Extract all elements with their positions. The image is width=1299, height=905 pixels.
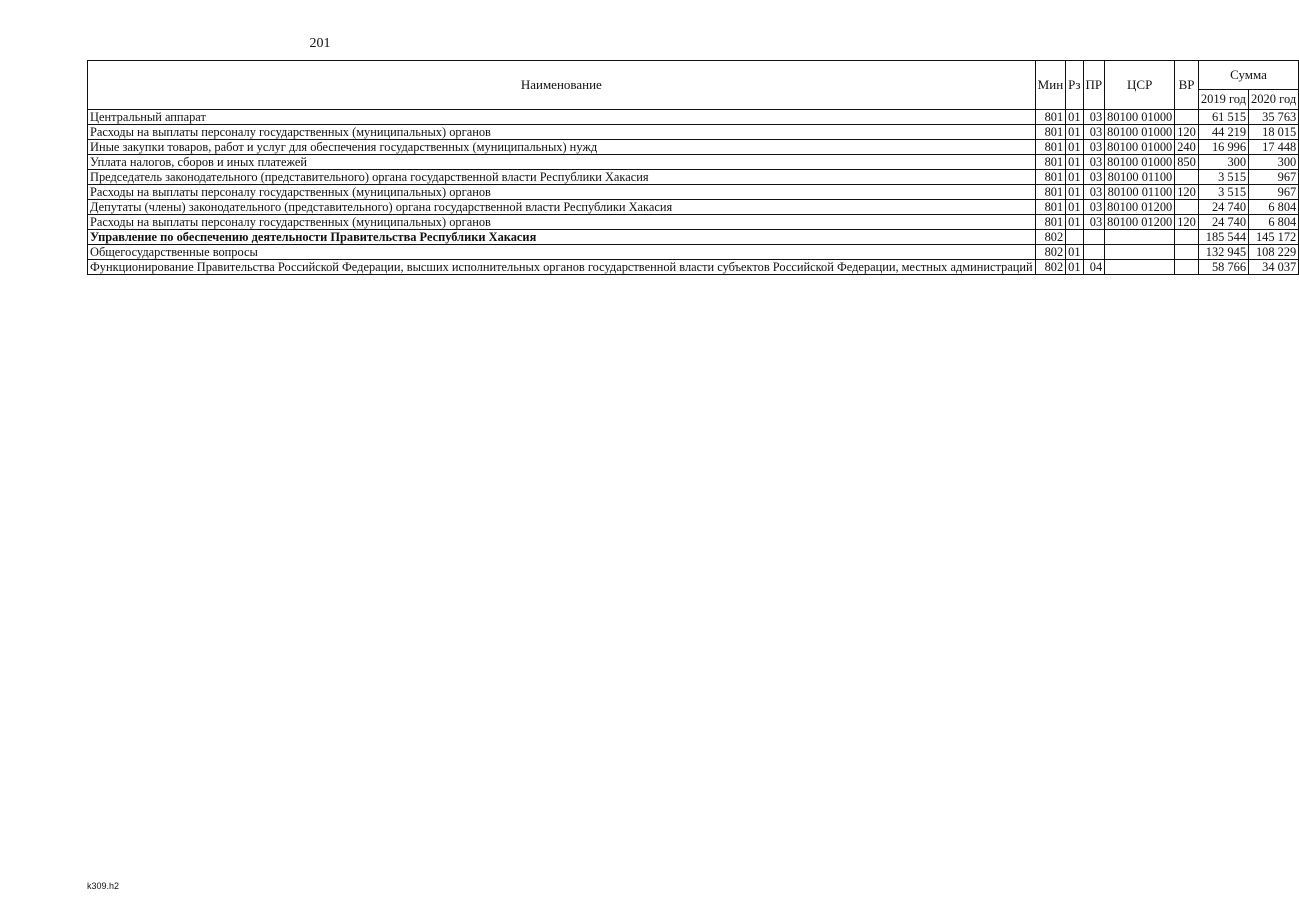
row-value-2020: 6 804 bbox=[1249, 215, 1299, 230]
row-value-2020: 6 804 bbox=[1249, 200, 1299, 215]
row-value-2019: 24 740 bbox=[1198, 200, 1248, 215]
row-min: 801 bbox=[1035, 200, 1065, 215]
row-csr: 80100 01100 bbox=[1105, 170, 1175, 185]
row-csr: 80100 01200 bbox=[1105, 215, 1175, 230]
header-vr: ВР bbox=[1175, 61, 1199, 110]
row-value-2019: 185 544 bbox=[1198, 230, 1248, 245]
row-vr bbox=[1175, 260, 1199, 275]
table-row bbox=[88, 155, 1299, 170]
row-vr bbox=[1175, 200, 1199, 215]
row-vr bbox=[1175, 170, 1199, 185]
row-pr: 04 bbox=[1083, 260, 1105, 275]
row-value-2020: 35 763 bbox=[1249, 110, 1299, 125]
row-vr bbox=[1175, 110, 1199, 125]
row-rz: 01 bbox=[1066, 215, 1083, 230]
budget-table bbox=[87, 60, 1299, 275]
page-number: 201 bbox=[309, 36, 331, 51]
row-min: 801 bbox=[1035, 155, 1065, 170]
row-value-2020: 300 bbox=[1249, 155, 1299, 170]
row-value-2019: 61 515 bbox=[1198, 110, 1248, 125]
row-value-2020: 18 015 bbox=[1249, 125, 1299, 140]
row-pr bbox=[1083, 245, 1105, 260]
row-rz: 01 bbox=[1066, 245, 1083, 260]
row-value-2020: 108 229 bbox=[1249, 245, 1299, 260]
row-min: 801 bbox=[1035, 125, 1065, 140]
row-pr: 03 bbox=[1083, 200, 1105, 215]
row-rz: 01 bbox=[1066, 200, 1083, 215]
row-csr: 80100 01000 bbox=[1105, 125, 1175, 140]
table-row bbox=[88, 140, 1299, 155]
table-row bbox=[88, 170, 1299, 185]
row-rz: 01 bbox=[1066, 260, 1083, 275]
row-vr bbox=[1175, 245, 1199, 260]
header-name: Наименование bbox=[88, 61, 1036, 110]
row-csr: 80100 01000 bbox=[1105, 140, 1175, 155]
row-name: Общегосударственные вопросы bbox=[88, 245, 1036, 260]
row-name: Функционирование Правительства Российской Федерации, высших исполнительных органов государственной власти субъектов Российской Федерации, местных администраций bbox=[88, 260, 1036, 275]
row-pr: 03 bbox=[1083, 170, 1105, 185]
row-vr: 120 bbox=[1175, 125, 1199, 140]
row-min: 801 bbox=[1035, 215, 1065, 230]
row-name: Уплата налогов, сборов и иных платежей bbox=[88, 155, 1036, 170]
table-row bbox=[88, 230, 1299, 245]
row-csr bbox=[1105, 230, 1175, 245]
header-year-2019: 2019 год bbox=[1198, 89, 1248, 109]
row-value-2019: 132 945 bbox=[1198, 245, 1248, 260]
table-row bbox=[88, 110, 1299, 125]
row-rz bbox=[1066, 230, 1083, 245]
header-pr: ПР bbox=[1083, 61, 1105, 110]
row-min: 801 bbox=[1035, 110, 1065, 125]
row-csr: 80100 01000 bbox=[1105, 155, 1175, 170]
row-rz: 01 bbox=[1066, 170, 1083, 185]
row-name: Расходы на выплаты персоналу государственных (муниципальных) органов bbox=[88, 215, 1036, 230]
row-name: Центральный аппарат bbox=[88, 110, 1036, 125]
row-value-2019: 3 515 bbox=[1198, 170, 1248, 185]
header-year-2020: 2020 год bbox=[1249, 89, 1299, 109]
table-row bbox=[88, 125, 1299, 140]
table-row bbox=[88, 215, 1299, 230]
table-row bbox=[88, 200, 1299, 215]
row-pr: 03 bbox=[1083, 215, 1105, 230]
row-value-2019: 58 766 bbox=[1198, 260, 1248, 275]
row-name: Председатель законодательного (представительного) органа государственной власти Республики Хакасия bbox=[88, 170, 1036, 185]
row-min: 802 bbox=[1035, 260, 1065, 275]
table-row bbox=[88, 185, 1299, 200]
row-rz: 01 bbox=[1066, 185, 1083, 200]
row-rz: 01 bbox=[1066, 155, 1083, 170]
row-csr: 80100 01000 bbox=[1105, 110, 1175, 125]
row-name: Иные закупки товаров, работ и услуг для обеспечения государственных (муниципальных) нужд bbox=[88, 140, 1036, 155]
row-csr: 80100 01100 bbox=[1105, 185, 1175, 200]
row-value-2020: 145 172 bbox=[1249, 230, 1299, 245]
row-min: 801 bbox=[1035, 185, 1065, 200]
row-pr: 03 bbox=[1083, 140, 1105, 155]
table-row bbox=[88, 245, 1299, 260]
table-header-row bbox=[88, 61, 1299, 90]
row-value-2019: 300 bbox=[1198, 155, 1248, 170]
footer-code: k309.h2 bbox=[87, 881, 120, 891]
header-sum: Сумма bbox=[1198, 61, 1298, 90]
row-pr bbox=[1083, 230, 1105, 245]
row-vr: 120 bbox=[1175, 185, 1199, 200]
row-csr: 80100 01200 bbox=[1105, 200, 1175, 215]
row-value-2020: 967 bbox=[1249, 185, 1299, 200]
row-min: 801 bbox=[1035, 140, 1065, 155]
table-body bbox=[88, 110, 1299, 275]
row-vr: 240 bbox=[1175, 140, 1199, 155]
row-value-2019: 24 740 bbox=[1198, 215, 1248, 230]
header-csr: ЦСР bbox=[1105, 61, 1175, 110]
row-pr: 03 bbox=[1083, 110, 1105, 125]
header-rz: Рз bbox=[1066, 61, 1083, 110]
row-vr bbox=[1175, 230, 1199, 245]
row-value-2019: 3 515 bbox=[1198, 185, 1248, 200]
row-csr bbox=[1105, 260, 1175, 275]
row-value-2020: 967 bbox=[1249, 170, 1299, 185]
row-value-2019: 16 996 bbox=[1198, 140, 1248, 155]
row-pr: 03 bbox=[1083, 125, 1105, 140]
row-name: Управление по обеспечению деятельности Правительства Республики Хакасия bbox=[88, 230, 1036, 245]
row-value-2020: 34 037 bbox=[1249, 260, 1299, 275]
row-value-2020: 17 448 bbox=[1249, 140, 1299, 155]
header-min: Мин bbox=[1035, 61, 1065, 110]
row-rz: 01 bbox=[1066, 110, 1083, 125]
row-min: 802 bbox=[1035, 245, 1065, 260]
row-rz: 01 bbox=[1066, 125, 1083, 140]
row-pr: 03 bbox=[1083, 185, 1105, 200]
row-value-2019: 44 219 bbox=[1198, 125, 1248, 140]
row-name: Расходы на выплаты персоналу государственных (муниципальных) органов bbox=[88, 125, 1036, 140]
row-pr: 03 bbox=[1083, 155, 1105, 170]
row-rz: 01 bbox=[1066, 140, 1083, 155]
row-csr bbox=[1105, 245, 1175, 260]
row-min: 802 bbox=[1035, 230, 1065, 245]
row-vr: 850 bbox=[1175, 155, 1199, 170]
row-vr: 120 bbox=[1175, 215, 1199, 230]
row-name: Депутаты (члены) законодательного (представительного) органа государственной власти Республики Хакасия bbox=[88, 200, 1036, 215]
table-row bbox=[88, 260, 1299, 275]
row-name: Расходы на выплаты персоналу государственных (муниципальных) органов bbox=[88, 185, 1036, 200]
row-min: 801 bbox=[1035, 170, 1065, 185]
